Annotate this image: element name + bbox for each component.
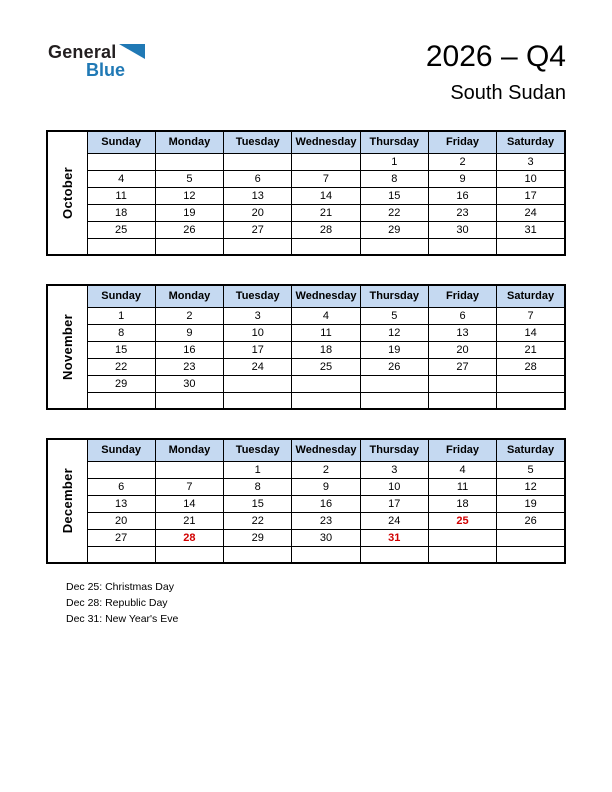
month-table (46, 284, 566, 410)
day-cell: 7 (292, 170, 360, 187)
day-cell: 22 (87, 358, 155, 375)
day-cell: 8 (224, 478, 292, 495)
month-table (46, 438, 566, 564)
day-cell: 8 (87, 324, 155, 341)
november-calendar (46, 284, 566, 410)
empty-day-cell (497, 392, 565, 409)
day-cell: 10 (360, 478, 428, 495)
week-row (47, 478, 565, 495)
day-cell: 7 (497, 307, 565, 324)
day-cell: 24 (497, 204, 565, 221)
day-cell: 17 (224, 341, 292, 358)
weekday-header-row (47, 131, 565, 153)
day-cell: 13 (224, 187, 292, 204)
week-row (47, 221, 565, 238)
week-row (47, 341, 565, 358)
day-cell: 30 (155, 375, 223, 392)
day-cell: 17 (360, 495, 428, 512)
logo-text-general: General (48, 42, 117, 62)
december-calendar (46, 438, 566, 564)
weekday-header-row (47, 439, 565, 461)
week-row (47, 392, 565, 409)
weekday-header: Monday (155, 285, 223, 307)
day-cell: 21 (292, 204, 360, 221)
weekday-header: Friday (428, 439, 496, 461)
week-row (47, 324, 565, 341)
day-cell: 10 (224, 324, 292, 341)
empty-day-cell (155, 392, 223, 409)
week-row (47, 307, 565, 324)
day-cell: 26 (360, 358, 428, 375)
day-cell: 12 (360, 324, 428, 341)
day-cell: 20 (428, 341, 496, 358)
weekday-header: Thursday (360, 131, 428, 153)
day-cell: 29 (87, 375, 155, 392)
weekday-header: Tuesday (224, 439, 292, 461)
week-row (47, 187, 565, 204)
weekday-header: Saturday (497, 131, 565, 153)
empty-day-cell (292, 375, 360, 392)
day-cell: 21 (497, 341, 565, 358)
empty-day-cell (224, 392, 292, 409)
day-cell: 24 (224, 358, 292, 375)
empty-day-cell (428, 529, 496, 546)
empty-day-cell (360, 375, 428, 392)
month-label-cell (47, 285, 87, 409)
day-cell: 14 (292, 187, 360, 204)
day-cell: 6 (428, 307, 496, 324)
month-table (46, 130, 566, 256)
day-cell: 19 (155, 204, 223, 221)
day-cell: 15 (224, 495, 292, 512)
day-cell: 30 (428, 221, 496, 238)
day-cell: 21 (155, 512, 223, 529)
day-cell: 4 (292, 307, 360, 324)
empty-day-cell (87, 153, 155, 170)
month-label: November (59, 314, 75, 380)
week-row (47, 461, 565, 478)
day-cell: 30 (292, 529, 360, 546)
empty-day-cell (497, 375, 565, 392)
day-cell: 3 (497, 153, 565, 170)
day-cell: 20 (87, 512, 155, 529)
empty-day-cell (87, 392, 155, 409)
weekday-header: Sunday (87, 131, 155, 153)
logo-triangle-icon (119, 44, 145, 59)
day-cell: 19 (497, 495, 565, 512)
country-subtitle: South Sudan (450, 82, 566, 104)
day-cell: 3 (224, 307, 292, 324)
day-cell: 3 (360, 461, 428, 478)
empty-day-cell (360, 238, 428, 255)
day-cell: 13 (428, 324, 496, 341)
empty-day-cell (155, 461, 223, 478)
weekday-header-row (47, 285, 565, 307)
day-cell: 9 (292, 478, 360, 495)
day-cell: 4 (87, 170, 155, 187)
day-cell: 1 (224, 461, 292, 478)
october-calendar (46, 130, 566, 256)
empty-day-cell (497, 529, 565, 546)
day-cell: 27 (224, 221, 292, 238)
day-cell: 5 (497, 461, 565, 478)
empty-day-cell (360, 392, 428, 409)
day-cell: 16 (428, 187, 496, 204)
weekday-header: Monday (155, 131, 223, 153)
holiday-item: Dec 28: Republic Day (66, 597, 168, 609)
weekday-header: Saturday (497, 285, 565, 307)
weekday-header: Wednesday (292, 131, 360, 153)
weekday-header: Wednesday (292, 285, 360, 307)
day-cell: 6 (224, 170, 292, 187)
weekday-header: Friday (428, 131, 496, 153)
weekday-header: Wednesday (292, 439, 360, 461)
weekday-header: Friday (428, 285, 496, 307)
day-cell: 22 (224, 512, 292, 529)
day-cell: 1 (360, 153, 428, 170)
day-cell: 18 (292, 341, 360, 358)
day-cell: 11 (428, 478, 496, 495)
week-row (47, 358, 565, 375)
empty-day-cell (224, 546, 292, 563)
day-cell: 14 (155, 495, 223, 512)
empty-day-cell (224, 238, 292, 255)
day-cell: 18 (428, 495, 496, 512)
empty-day-cell (87, 546, 155, 563)
empty-day-cell (497, 546, 565, 563)
month-label: October (59, 167, 75, 219)
empty-day-cell (155, 153, 223, 170)
weekday-header: Tuesday (224, 285, 292, 307)
day-cell: 20 (224, 204, 292, 221)
logo-text-blue: Blue (86, 60, 126, 80)
day-cell: 5 (155, 170, 223, 187)
day-cell: 11 (292, 324, 360, 341)
day-cell: 2 (428, 153, 496, 170)
week-row (47, 495, 565, 512)
week-row (47, 238, 565, 255)
month-label-cell (47, 439, 87, 563)
empty-day-cell (224, 375, 292, 392)
empty-day-cell (428, 392, 496, 409)
weekday-header: Thursday (360, 285, 428, 307)
day-cell: 12 (155, 187, 223, 204)
empty-day-cell (428, 375, 496, 392)
general-blue-logo (48, 42, 145, 81)
day-cell: 28 (292, 221, 360, 238)
day-cell: 18 (87, 204, 155, 221)
empty-day-cell (497, 238, 565, 255)
day-cell: 19 (360, 341, 428, 358)
empty-day-cell (155, 238, 223, 255)
week-row (47, 204, 565, 221)
day-cell: 27 (87, 529, 155, 546)
empty-day-cell (155, 546, 223, 563)
week-row (47, 529, 565, 546)
day-cell: 10 (497, 170, 565, 187)
day-cell: 29 (360, 221, 428, 238)
month-label-cell (47, 131, 87, 255)
title-block (426, 40, 566, 105)
empty-day-cell (292, 392, 360, 409)
day-cell: 11 (87, 187, 155, 204)
day-cell: 28 (155, 529, 223, 546)
day-cell: 8 (360, 170, 428, 187)
day-cell: 23 (155, 358, 223, 375)
day-cell: 23 (428, 204, 496, 221)
day-cell: 31 (360, 529, 428, 546)
day-cell: 12 (497, 478, 565, 495)
quarter-title: 2026 – Q4 (425, 40, 566, 73)
week-row (47, 170, 565, 187)
day-cell: 14 (497, 324, 565, 341)
holiday-list (66, 579, 178, 627)
empty-day-cell (428, 546, 496, 563)
empty-day-cell (292, 546, 360, 563)
day-cell: 13 (87, 495, 155, 512)
day-cell: 27 (428, 358, 496, 375)
empty-day-cell (360, 546, 428, 563)
day-cell: 15 (360, 187, 428, 204)
day-cell: 25 (87, 221, 155, 238)
day-cell: 23 (292, 512, 360, 529)
day-cell: 16 (155, 341, 223, 358)
day-cell: 16 (292, 495, 360, 512)
holiday-item: Dec 25: Christmas Day (66, 581, 174, 593)
month-label: December (59, 468, 75, 534)
day-cell: 4 (428, 461, 496, 478)
day-cell: 1 (87, 307, 155, 324)
weekday-header: Monday (155, 439, 223, 461)
day-cell: 15 (87, 341, 155, 358)
week-row (47, 512, 565, 529)
holiday-item: Dec 31: New Year's Eve (66, 613, 179, 625)
empty-day-cell (224, 153, 292, 170)
day-cell: 25 (428, 512, 496, 529)
weekday-header: Saturday (497, 439, 565, 461)
day-cell: 24 (360, 512, 428, 529)
day-cell: 29 (224, 529, 292, 546)
day-cell: 5 (360, 307, 428, 324)
day-cell: 6 (87, 478, 155, 495)
day-cell: 31 (497, 221, 565, 238)
empty-day-cell (87, 238, 155, 255)
day-cell: 26 (155, 221, 223, 238)
day-cell: 7 (155, 478, 223, 495)
day-cell: 9 (155, 324, 223, 341)
day-cell: 25 (292, 358, 360, 375)
day-cell: 2 (155, 307, 223, 324)
empty-day-cell (428, 238, 496, 255)
week-row (47, 153, 565, 170)
day-cell: 17 (497, 187, 565, 204)
weekday-header: Thursday (360, 439, 428, 461)
day-cell: 9 (428, 170, 496, 187)
empty-day-cell (292, 238, 360, 255)
empty-day-cell (87, 461, 155, 478)
day-cell: 22 (360, 204, 428, 221)
day-cell: 26 (497, 512, 565, 529)
week-row (47, 546, 565, 563)
day-cell: 28 (497, 358, 565, 375)
weekday-header: Tuesday (224, 131, 292, 153)
weekday-header: Sunday (87, 439, 155, 461)
empty-day-cell (292, 153, 360, 170)
week-row (47, 375, 565, 392)
day-cell: 2 (292, 461, 360, 478)
weekday-header: Sunday (87, 285, 155, 307)
